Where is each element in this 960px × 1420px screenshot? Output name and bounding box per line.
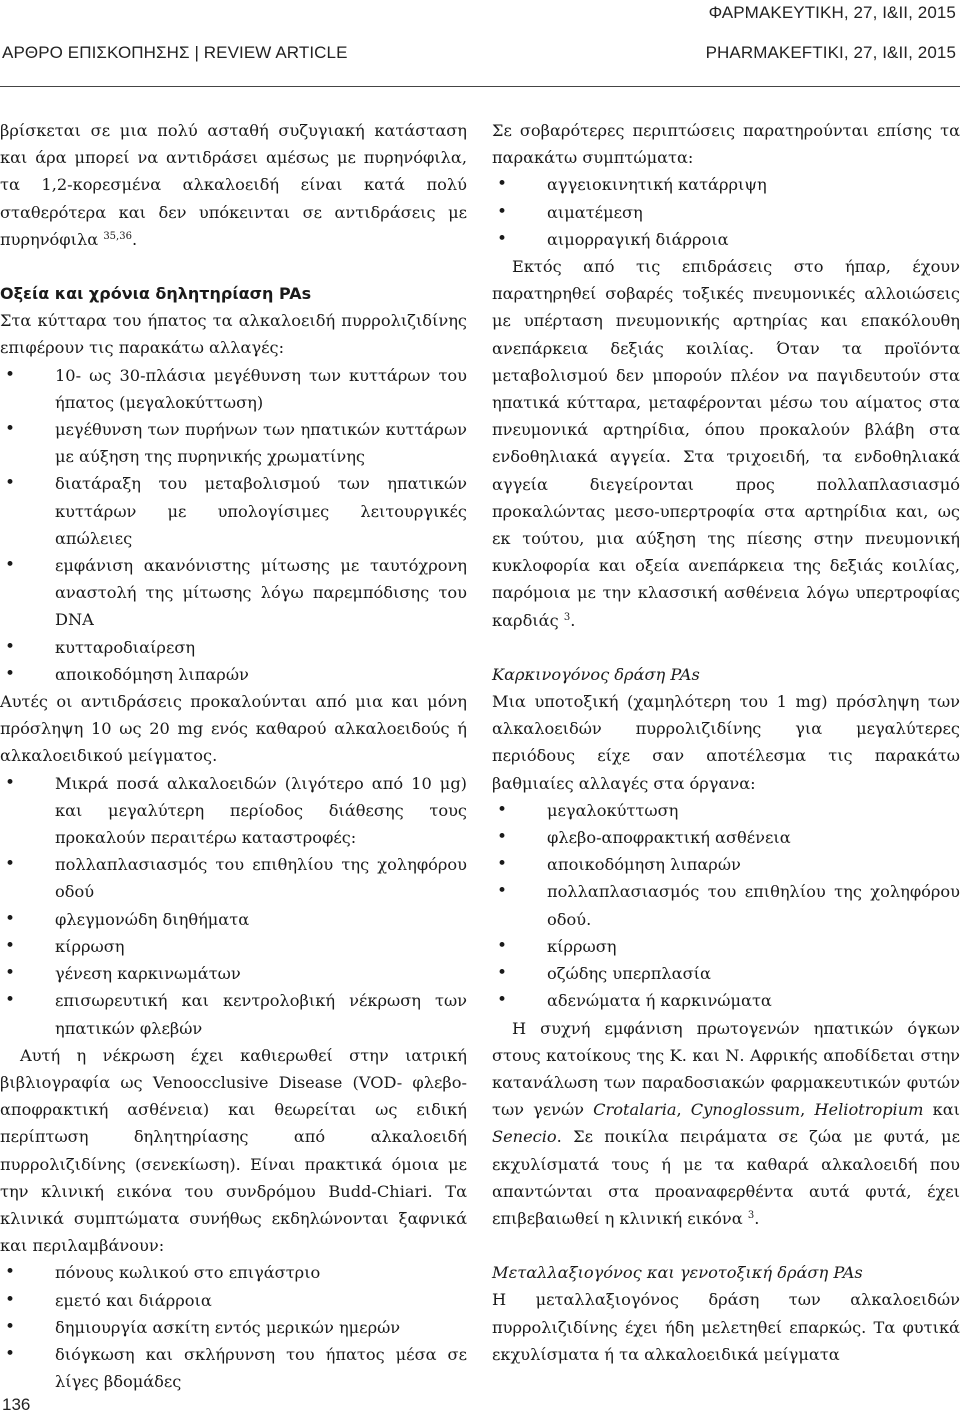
paragraph-liver-changes: Στα κύτταρα του ήπατος τα αλκαλοειδή πυρρολιζιδίνης επιφέρουν τις παρακάτω αλλαγές: bbox=[0, 311, 467, 358]
list-item: • κυτταροδιαίρεση bbox=[0, 634, 467, 661]
journal-title-latin: PHARMAKEFTIKI, 27, I&II, 2015 bbox=[705, 43, 956, 62]
list-item: • διατάραξη του μεταβολισμού των ηπατικών κυττάρων με υπολογίσιμες λειτουργικές απώλειες bbox=[0, 470, 467, 552]
list-item: • αγγειοκινητική κατάρριψη bbox=[492, 171, 960, 198]
section-heading-carcinogenic: Καρκινογόνος δράση PAs bbox=[492, 664, 700, 684]
list-item: • κίρρωση bbox=[0, 933, 467, 960]
paragraph-africa-tumors: Η συχνή εμφάνιση πρωτογενών ηπατικών όγκων στους κατοίκους της Κ. και Ν. Αφρικής αποδίδεται στην κατανάλωση των παραδοσιακών φαρμακευτικών φυτών των γενών Crotalaria, Cynoglossum, Heliotropium και Senecio. Σε ποικίλα πειράματα σε ζώα με φυτά, με εκχυλίσματά τους ή με τα καθαρά αλκαλοειδή που απαντώνται στα προαναφερθέντα αυτά φυτά, έχει επιβεβαιωθεί η κλινική εικόνα $^3$. bbox=[492, 1018, 960, 1228]
list-item: • φλεβο-αποφρακτική ασθένεια bbox=[492, 824, 960, 851]
paragraph-subtoxic: Μια υποτοξική (χαμηλότερη του 1 mg) πρόσληψη των αλκαλοειδών πυρρολιζιδίνης για μεγαλύτερες περιόδους είχε σαν αποτέλεσμα τις παρακάτω βαθμιαίες αλλαγές στα όργανα: bbox=[492, 692, 960, 793]
list-item: • πολλαπλασιασμός του επιθηλίου της χοληφόρου οδού. bbox=[492, 878, 960, 932]
list-item: • οζώδης υπερπλασία bbox=[492, 960, 960, 987]
list-item: • αποικοδόμηση λιπαρών bbox=[0, 661, 467, 688]
page-number: 136 bbox=[2, 1395, 31, 1414]
organ-changes-list bbox=[492, 797, 960, 1015]
list-item: • πολλαπλασιασμός του επιθηλίου της χοληφόρου οδού bbox=[0, 851, 467, 905]
damage-list bbox=[0, 770, 467, 1042]
paragraph-intro: βρίσκεται σε μια πολύ ασταθή συζυγιακή κατάσταση και άρα μπορεί να αντιδράσει αμέσως με πυρηνόφιλα, τα 1,2-κορεσμένα αλκαλοειδή είναι κατά πολύ σταθερότερα και δεν υπόκεινται σε αντιδράσεις με πυρηνόφιλα $^{35,36}$. bbox=[0, 121, 467, 249]
list-item: • αποικοδόμηση λιπαρών bbox=[492, 851, 960, 878]
list-item: • φλεγμονώδη διηθήματα bbox=[0, 906, 467, 933]
citation-ref: 3 bbox=[747, 1209, 755, 1221]
genus-name: Cynoglossum bbox=[690, 1100, 801, 1120]
paragraph-vod: Αυτή η νέκρωση έχει καθιερωθεί στην ιατρική βιβλιογραφία ως Venoocclusive Disease (VOD- φλεβο-αποφρακτική ασθένεια) και θεωρείται ως ειδική περίπτωση δηλητηρίασης από αλκαλοειδή πυρρολιζιδίνης (σενεκίωση). Είναι πρακτικά όμοια με την κλινική εικόνα του συνδρόμου Budd-Chiari. Τα κλινικά συμπτώματα συνήθως εκδηλώνονται ξαφνικά και περιλαμβάνουν: bbox=[0, 1045, 467, 1256]
list-item: • επισωρευτική και κεντρολοβική νέκρωση των ηπατικών φλεβών bbox=[0, 987, 467, 1041]
genus-name: Senecio bbox=[492, 1127, 557, 1147]
list-item: • γένεση καρκινωμάτων bbox=[0, 960, 467, 987]
list-item: • διόγκωση και σκλήρυνση του ήπατος μέσα σε λίγες βδομάδες bbox=[0, 1341, 467, 1395]
liver-changes-list bbox=[0, 362, 467, 688]
paragraph-severe-cases: Σε σοβαρότερες περιπτώσεις παρατηρούνται επίσης τα παρακάτω συμπτώματα: bbox=[492, 121, 960, 168]
list-item: • κίρρωση bbox=[492, 933, 960, 960]
list-item: • 10- ως 30-πλάσια μεγέθυνση των κυττάρων του ήπατος (μεγαλοκύττωση) bbox=[0, 362, 467, 416]
list-item: • αδενώματα ή καρκινώματα bbox=[492, 987, 960, 1014]
paragraph-pulmonary: Εκτός από τις επιδράσεις στο ήπαρ, έχουν παρατηρηθεί σοβαρές τοξικές πνευμονικές αλλοιώσεις με υπέρταση πνευμονικής αρτηρίας και επακόλουθη ανεπάρκεια δεξιάς κοιλίας. Όταν τα προϊόντα μεταβολισμού δεν μπορούν πλέον να παγιδευτούν στα ηπατικά κύτταρα, μεταφέρονται μέσω του αίματος στα πνευμονικά αρτηρίδια, όπου προκαλούν βλάβη στα ενδοθηλιακά αγγεία. Στα τριχοειδή, τα ενδοθηλιακά αγγεία διεγείρονται προς πολλαπλασιασμό προκαλώντας μεσο-υπερτροφία στα αρτηρίδια και, ως εκ τούτου, μια αύξηση της πίεσης στην πνευμονική κυκλοφορία και οξεία ανεπάρκεια της δεξιάς κοιλίας, παρόμοια με την κλασσική ασθένεια λόγω υπερτροφίας καρδιάς $^3$. bbox=[492, 257, 960, 630]
citation-ref: 3 bbox=[563, 611, 571, 623]
header-rule bbox=[0, 86, 960, 87]
list-item: • Μικρά ποσά αλκαλοειδών (λιγότερο από 10 μg) και μεγαλύτερη περίοδος διάθεσης τους προκαλούν περαιτέρω καταστροφές: bbox=[0, 770, 467, 852]
section-heading-acute-chronic: Οξεία και χρόνια δηλητηρίαση PAs bbox=[0, 284, 312, 304]
genus-name: Crotalaria bbox=[593, 1100, 677, 1120]
article-type-label: ΑΡΘΡΟ ΕΠΙΣΚΟΠΗΣΗΣ | REVIEW ARTICLE bbox=[2, 43, 348, 62]
left-column bbox=[0, 117, 467, 1395]
right-column bbox=[492, 117, 960, 1368]
list-item: • μεγαλοκύττωση bbox=[492, 797, 960, 824]
symptoms-list bbox=[0, 1259, 467, 1395]
list-item: • εμφάνιση ακανόνιστης μίτωσης με ταυτόχρονη αναστολή της μίτωσης λόγω παρεμπόδισης του DNA bbox=[0, 552, 467, 634]
list-item: • πόνους κωλικού στο επιγάστριο bbox=[0, 1259, 467, 1286]
severe-symptoms-list bbox=[492, 171, 960, 253]
citation-ref: 35,36 bbox=[103, 230, 132, 242]
genus-name: Heliotropium bbox=[814, 1100, 924, 1120]
list-item: • αιμορραγική διάρροια bbox=[492, 226, 960, 253]
journal-title-greek: ΦΑΡΜΑΚΕΥΤΙΚΗ, 27, I&II, 2015 bbox=[708, 3, 956, 22]
list-item: • εμετό και διάρροια bbox=[0, 1287, 467, 1314]
paragraph-mutagenic: Η μεταλλαξιογόνος δράση των αλκαλοειδών πυρρολιζιδίνης έχει ήδη μελετηθεί επαρκώς. Τα φυτικά εκχυλίσματα ή τα αλκαλοειδικά μείγματα bbox=[492, 1290, 960, 1364]
section-heading-mutagenic: Μεταλλαξιογόνος και γενοτοξική δράση PAs bbox=[492, 1263, 863, 1283]
list-item: • μεγέθυνση των πυρήνων των ηπατικών κυττάρων με αύξηση της πυρηνικής χρωματίνης bbox=[0, 416, 467, 470]
paragraph-dose: Αυτές οι αντιδράσεις προκαλούνται από μια και μόνη πρόσληψη 10 ως 20 mg ενός καθαρού αλκαλοειδούς ή αλκαλοειδικού μείγματος. bbox=[0, 692, 467, 766]
list-item: • αιματέμεση bbox=[492, 199, 960, 226]
list-item: • δημιουργία ασκίτη εντός μερικών ημερών bbox=[0, 1314, 467, 1341]
